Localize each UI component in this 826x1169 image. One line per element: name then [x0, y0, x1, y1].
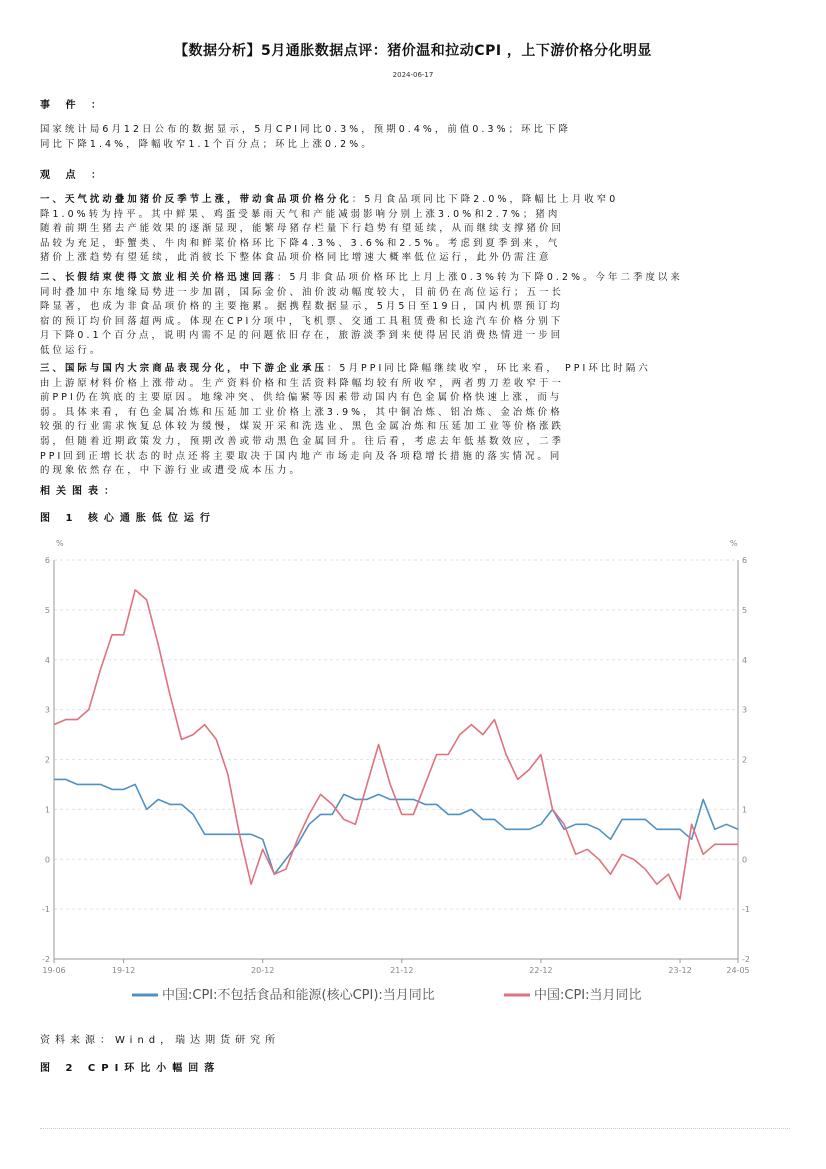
y-tick-label-left: 5	[44, 605, 50, 615]
legend-label-1: 中国:CPI:不包括食品和能源(核心CPI):当月同比	[162, 988, 435, 1003]
view-3-line: PPI回到正增长状态的时点还将主要取决于国内地产市场走向及各项稳增长措施的落实情况。同	[40, 450, 563, 462]
y-tick-label-right: 0	[742, 855, 748, 865]
views-heading: 观 点 ：	[40, 170, 107, 181]
view-3-line: 弱。具体来看，有色金属冶炼和压延加工业价格上涨3.9%，其中铜冶炼、铝冶炼、金冶炼价格	[40, 406, 563, 418]
view-2-lead: 二、长假结束使得文旅业相关价格迅速回落	[40, 272, 278, 283]
y-tick-label-right: -1	[742, 905, 750, 915]
core-inflation-chart	[36, 533, 776, 1017]
y-tick-label-left: 1	[44, 805, 50, 815]
view-1-rest: ：5月食品项同比下降2.0%，降幅比上月收窄0	[351, 194, 619, 205]
report-date: 2024-06-17	[392, 71, 434, 79]
x-tick-label: 23-12	[668, 966, 692, 975]
x-tick-label: 19-06	[42, 966, 66, 975]
x-tick-label: 19-12	[111, 966, 136, 975]
x-tick-label: 24-05	[726, 966, 750, 975]
report-title: 【数据分析】5月通胀数据点评：猪价温和拉动CPI ，上下游价格分化明显	[174, 43, 652, 59]
view-3-rest: ：5月PPI同比降幅继续收窄，环比来看， PPI环比时隔六	[326, 363, 651, 374]
view-2-line: 月下降0.1个百分点，说明内需不足的问题依旧存在，旅游淡季到来使得居民消费热情进一步回	[40, 330, 564, 342]
view-2-line: 宿的预订均价回落超两成。体现在CPI分项中，飞机票、交通工具租赁费和长途汽车价格分别下	[40, 315, 564, 327]
y-tick-label-left: 2	[44, 755, 50, 765]
figure-2-title: 图 2 CPI环比小幅回落	[40, 1063, 221, 1074]
event-heading: 事 件 ：	[40, 100, 107, 111]
view-paragraph-1	[40, 193, 788, 266]
view-1-line: 随着前期生猪去产能效果的逐渐显现，能繁母猪存栏量下行趋势有望延续，从而继续支撑猪价回	[40, 223, 564, 235]
event-line: 国家统计局6月12日公布的数据显示，5月CPI同比0.3%，预期0.4%，前值0.3%；环比下降	[40, 124, 571, 135]
view-3-lead: 三、国际与国内大宗商品表现分化，中下游企业承压	[40, 363, 327, 374]
y-unit-left: %	[56, 539, 64, 548]
legend-label-2: 中国:CPI:当月同比	[534, 988, 642, 1003]
view-paragraph-2	[40, 271, 788, 359]
event-line: 同比下降1.4%，降幅收窄1.1个百分点；环比上涨0.2%。	[40, 138, 374, 150]
y-tick-label-left: -1	[42, 905, 50, 915]
y-tick-label-right: 1	[742, 805, 748, 815]
footer-divider	[40, 1128, 790, 1129]
y-tick-label-left: -2	[42, 955, 50, 964]
y-unit-right: %	[730, 539, 738, 548]
y-tick-label-right: 2	[742, 755, 748, 765]
view-paragraph-3	[40, 362, 788, 479]
y-tick-label-left: 6	[44, 556, 50, 565]
y-tick-label-left: 3	[44, 705, 50, 715]
view-3-line: 较强的行业需求恢复总体较为缓慢，煤炭开采和洗选业、黑色金属冶炼和压延加工业等价格涨跌	[40, 421, 564, 433]
view-1-line: 品较为充足，虾蟹类、牛肉和鲜菜价格环比下降4.3%、3.6%和2.5%。考虑到夏季到来，气	[40, 237, 561, 249]
y-tick-label-left: 4	[44, 655, 50, 665]
view-3-line: 弱，但随着近期政策发力，预期改善或带动黑色金属回升。往后看，考虑去年低基数效应，二季	[40, 435, 564, 447]
event-paragraph	[40, 123, 788, 152]
y-tick-label-right: 5	[742, 605, 748, 615]
view-3-line: 由上游原材料价格上涨带动。生产资料价格和生活资料降幅均较有所收窄，两者剪刀差收窄于一	[40, 377, 564, 389]
view-2-line: 低位运行。	[40, 344, 103, 356]
view-2-line: 同时叠加中东地缘局势进一步加剧，国际金价、油价波动幅度较大，目前仍在高位运行；五一长	[40, 286, 564, 298]
x-tick-label: 20-12	[251, 966, 275, 975]
view-1-line: 降1.0%转为持平。其中鲜果、鸡蛋受暴雨天气和产能减弱影响分别上涨3.0%和2.7%；猪肉	[40, 208, 561, 220]
figure-1-title: 图 1 核心通胀低位运行	[40, 513, 216, 524]
view-1-line: 猪价上涨趋势有望延续，此消彼长下整体食品项价格同比增速大概率低位运行，此外仍需注意	[40, 252, 552, 264]
x-tick-label: 21-12	[390, 966, 414, 975]
view-3-line: 前PPI仍在筑底的主要原因。地缘冲突、供给偏紧等因素带动国内有色金属价格快速上涨，而与	[40, 392, 563, 404]
y-tick-label-left: 0	[44, 855, 50, 865]
data-source: 资料来源：Wind，瑞达期货研究所	[40, 1035, 281, 1046]
y-tick-label-right: 4	[742, 655, 748, 665]
view-1-lead: 一、天气扰动叠加猪价反季节上涨，带动食品项价格分化	[40, 194, 352, 205]
view-2-line: 降显著，也成为非食品项价格的主要拖累。据携程数据显示，5月5日至19日，国内机票预订均	[40, 301, 563, 313]
y-tick-label-right: -2	[742, 955, 750, 964]
view-2-rest: ：5月非食品项价格环比上月上涨0.3%转为下降0.2%。今年二季度以来	[277, 272, 683, 283]
y-tick-label-right: 6	[742, 556, 748, 565]
x-tick-label: 22-12	[529, 966, 553, 975]
y-tick-label-right: 3	[742, 705, 748, 715]
view-3-line: 的现象依然存在，中下游行业或遭受成本压力。	[40, 465, 302, 477]
series-line-2	[54, 590, 738, 899]
charts-heading: 相关图表：	[40, 486, 120, 497]
